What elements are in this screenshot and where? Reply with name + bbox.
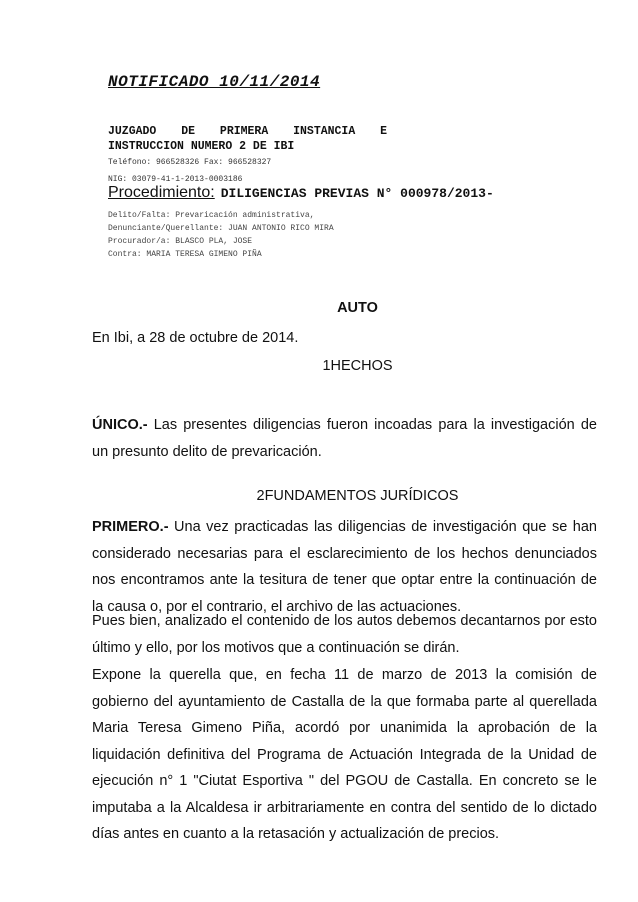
primero-paragraph xyxy=(92,514,597,620)
fundamentos-heading: 2FUNDAMENTOS JURÍDICOS xyxy=(256,488,459,504)
pues-bien-paragraph: Pues bien, analizado el contenido de los autos debemos decantarnos por esto último y ello, por los motivos que a continuación se dirán. xyxy=(92,613,597,656)
unico-paragraph xyxy=(92,412,597,465)
unico-text: Las presentes diligencias fueron incoadas para la investigación de un presunto delito de prevaricación. xyxy=(92,417,597,460)
court-phone-fax: Teléfono: 966528326 Fax: 966528327 xyxy=(108,158,272,167)
procedure-number: DILIGENCIAS PREVIAS N° 000978/2013- xyxy=(220,186,494,201)
expone-paragraph: Expone la querella que, en fecha 11 de marzo de 2013 la comisión de gobierno del ayuntamiento de Castalla de la que formaba parte al querellada Maria Teresa Gimeno Piña, acordó por unanimida la aprobación de la liquidación definitiva del Programa de Actuación Integrada de la Unidad de ejecución n° 1 "Ciutat Esportiva " del PGOU de Castalla. En concreto se le imputaba a la Alcaldesa ir arbitrariamente en contra del sentido de lo dictado días antes en cuanto a la retasación y actualización de precios. xyxy=(92,667,597,842)
nig-number: NIG: 03079-41-1-2013-0003186 xyxy=(108,175,243,184)
defendant-line: Contra: MARIA TERESA GIMENO PIÑA xyxy=(108,250,262,259)
complainant-line: Denunciante/Querellante: JUAN ANTONIO RICO MIRA xyxy=(108,224,334,233)
notification-stamp: NOTIFICADO 10/11/2014 xyxy=(108,73,321,91)
date-line: En Ibi, a 28 de octubre de 2014. xyxy=(92,330,299,346)
procedure-row xyxy=(108,184,494,202)
primero-label: PRIMERO.- xyxy=(92,519,169,535)
primero-text: Una vez practicadas las diligencias de investigación que se han considerado necesarias para el esclarecimiento de los hechos denunciados nos encontramos ante la tesitura de tener que optar entre la continuación de la causa o, por el contrario, el archivo de las actuaciones. xyxy=(92,519,597,615)
procedure-label: Procedimiento: xyxy=(108,184,215,201)
hechos-heading: 1HECHOS xyxy=(322,358,393,374)
attorney-line: Procurador/a: BLASCO PLA, JOSE xyxy=(108,237,253,246)
auto-title: AUTO xyxy=(337,300,378,316)
court-name-line1: JUZGADO DE PRIMERA INSTANCIA E xyxy=(108,125,388,138)
court-name-line2: INSTRUCCION NUMERO 2 DE IBI xyxy=(108,140,295,153)
unico-label: ÚNICO.- xyxy=(92,417,148,433)
offense-line: Delito/Falta: Prevaricación administrativa, xyxy=(108,211,315,220)
